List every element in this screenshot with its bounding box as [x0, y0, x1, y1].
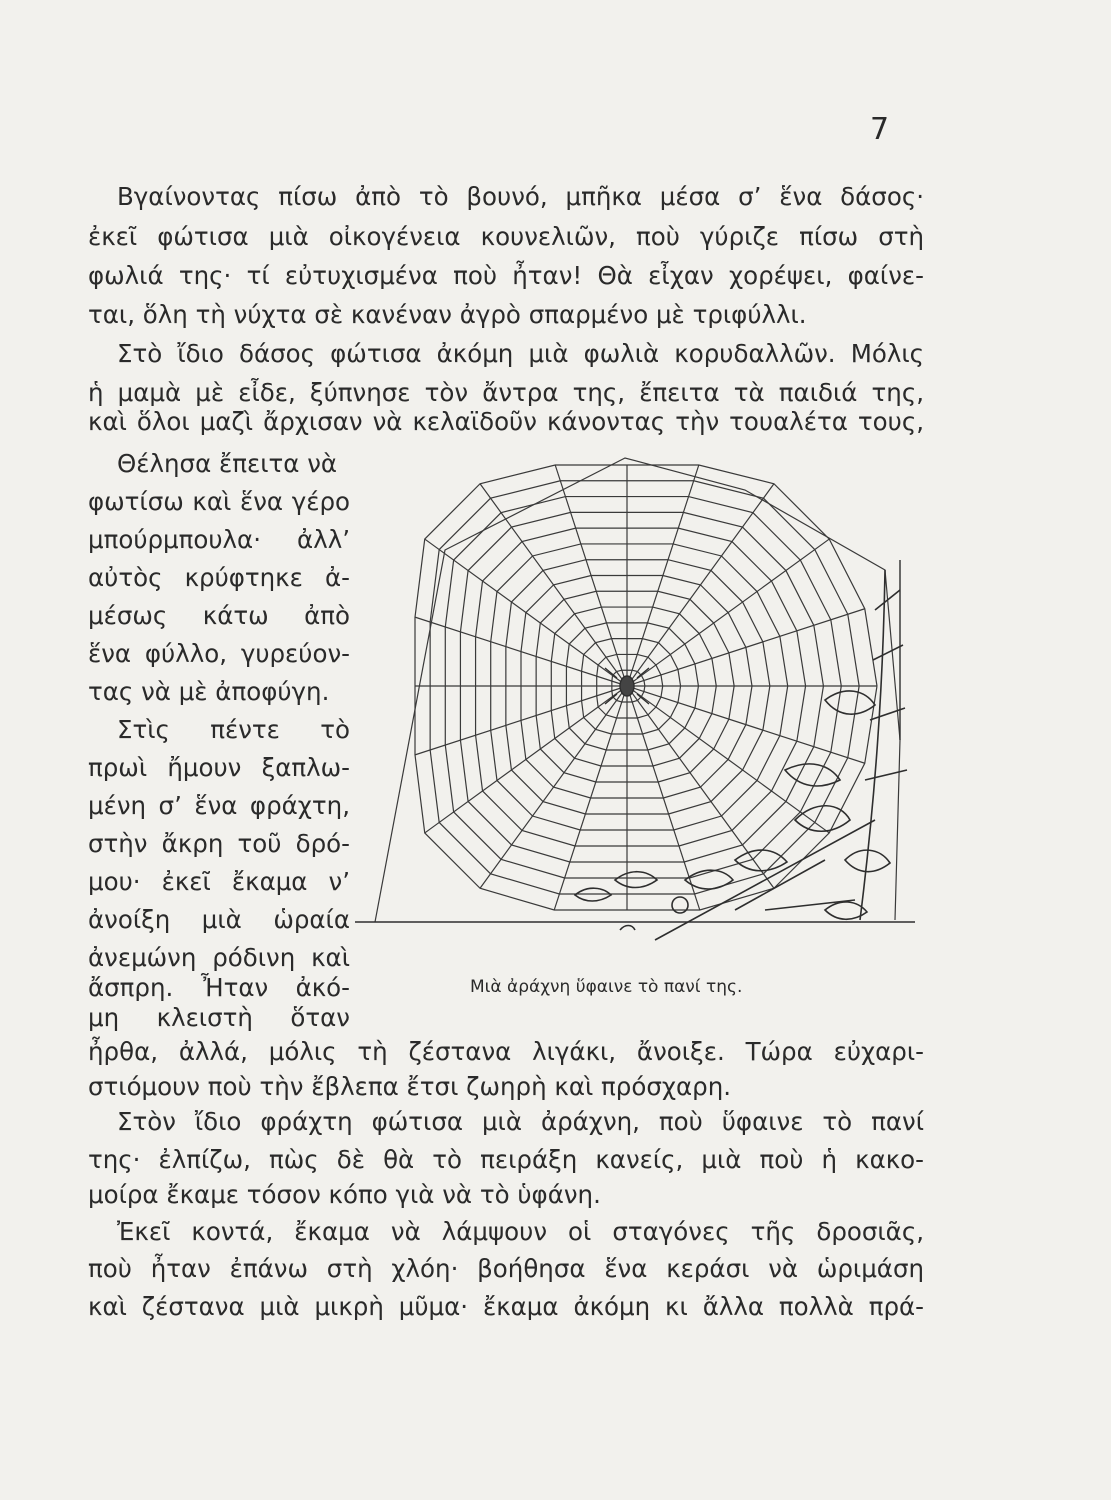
text-line: Βγαίνοντας πίσω ἀπὸ τὸ βουνό, μπῆκα μέσα σ’ ἕνα δάσος· [117, 182, 924, 211]
column-line: πρωὶ ἤμουν ξαπλω- [88, 753, 350, 782]
column-line: Θέλησα ἔπειτα νὰ [117, 449, 338, 478]
text-line: ται, ὅλη τὴ νύχτα σὲ κανέναν ἀγρὸ σπαρμένο μὲ τριφύλλι. [88, 300, 807, 329]
text-line: στιόμουν ποὺ τὴν ἔβλεπα ἔτσι ζωηρὴ καὶ πρόσχαρη. [88, 1072, 732, 1101]
column-line: ἄσπρη. Ἦταν ἀκό- [88, 973, 350, 1002]
column-line: αὐτὸς κρύφτηκε ἀ- [88, 563, 350, 592]
column-line: στὴν ἄκρη τοῦ δρό- [88, 829, 350, 858]
text-line: καὶ ὅλοι μαζὶ ἄρχισαν νὰ κελαϊδοῦν κάνοντας τὴν τουαλέτα τους, [88, 407, 924, 436]
column-line: ἀνεμώνη ρόδινη καὶ [88, 943, 350, 972]
web-ring [491, 544, 788, 830]
text-line: μοίρα ἔκαμε τόσον κόπο γιὰ νὰ τὸ ὑφάνη. [88, 1180, 601, 1209]
column-line: μένη σ’ ἕνα φράχτη, [88, 791, 350, 820]
column-line: μη κλειστὴ ὅταν [88, 1003, 350, 1032]
text-line: ἡ μαμὰ μὲ εἶδε, ξύπνησε τὸν ἄντρα της, ἔπειτα τὰ παιδιά της, [88, 378, 924, 407]
column-line: ἕνα φύλλο, γυρεύον- [88, 639, 350, 668]
column-line: μου· ἐκεῖ ἔκαμα ν’ [88, 867, 350, 896]
text-line: καὶ ζέστανα μιὰ μικρὴ μῦμα· ἔκαμα ἀκόμη κι ἄλλα πολλὰ πρά- [88, 1292, 924, 1321]
text-line: της· ἐλπίζω, πὼς δὲ θὰ τὸ πειράξη κανείς, μιὰ ποὺ ἡ κακο- [88, 1145, 924, 1174]
text-line: ἦρθα, ἀλλά, μόλις τὴ ζέστανα λιγάκι, ἄνοιξε. Τώρα εὐχαρι- [88, 1037, 924, 1066]
text-line: Στὸ ἴδιο δάσος φώτισα ἀκόμη μιὰ φωλιὰ κορυδαλλῶν. Μόλις [117, 339, 924, 368]
figure-caption: Μιὰ ἀράχνη ὕφαινε τὸ πανί της. [470, 977, 743, 997]
web-ring [506, 560, 770, 814]
column-line: τας νὰ μὲ ἀποφύγη. [88, 677, 330, 706]
spider-web-illustration [355, 440, 915, 960]
web-ring [445, 497, 841, 878]
column-line: μπούρμπουλα· ἀλλ’ [88, 525, 350, 554]
text-line: Ἐκεῖ κοντά, ἔκαμα νὰ λάμψουν οἱ σταγόνες τῆς δροσιᾶς, [117, 1217, 924, 1246]
column-line: Στὶς πέντε τὸ [117, 715, 350, 744]
text-line: Στὸν ἴδιο φράχτη φώτισα μιὰ ἀράχνη, ποὺ ὕφαινε τὸ πανί [117, 1107, 924, 1136]
page-number: 7 [870, 112, 890, 147]
text-line: ποὺ ἦταν ἐπάνω στὴ χλόη· βοήθησα ἕνα κεράσι νὰ ὡριμάση [88, 1254, 924, 1283]
text-line: φωλιά της· τί εὐτυχισμένα ποὺ ἦταν! Θὰ εἶχαν χορέψει, φαίνε- [88, 261, 924, 290]
column-line: μέσως κάτω ἀπὸ [88, 601, 350, 630]
web-ring [460, 512, 823, 862]
column-line: ἀνοίξη μιὰ ὡραία [88, 905, 350, 934]
text-line: ἐκεῖ φώτισα μιὰ οἰκογένεια κουνελιῶν, ποὺ γύριζε πίσω στὴ [88, 222, 924, 251]
column-line: φωτίσω καὶ ἕνα γέρο [88, 487, 350, 516]
